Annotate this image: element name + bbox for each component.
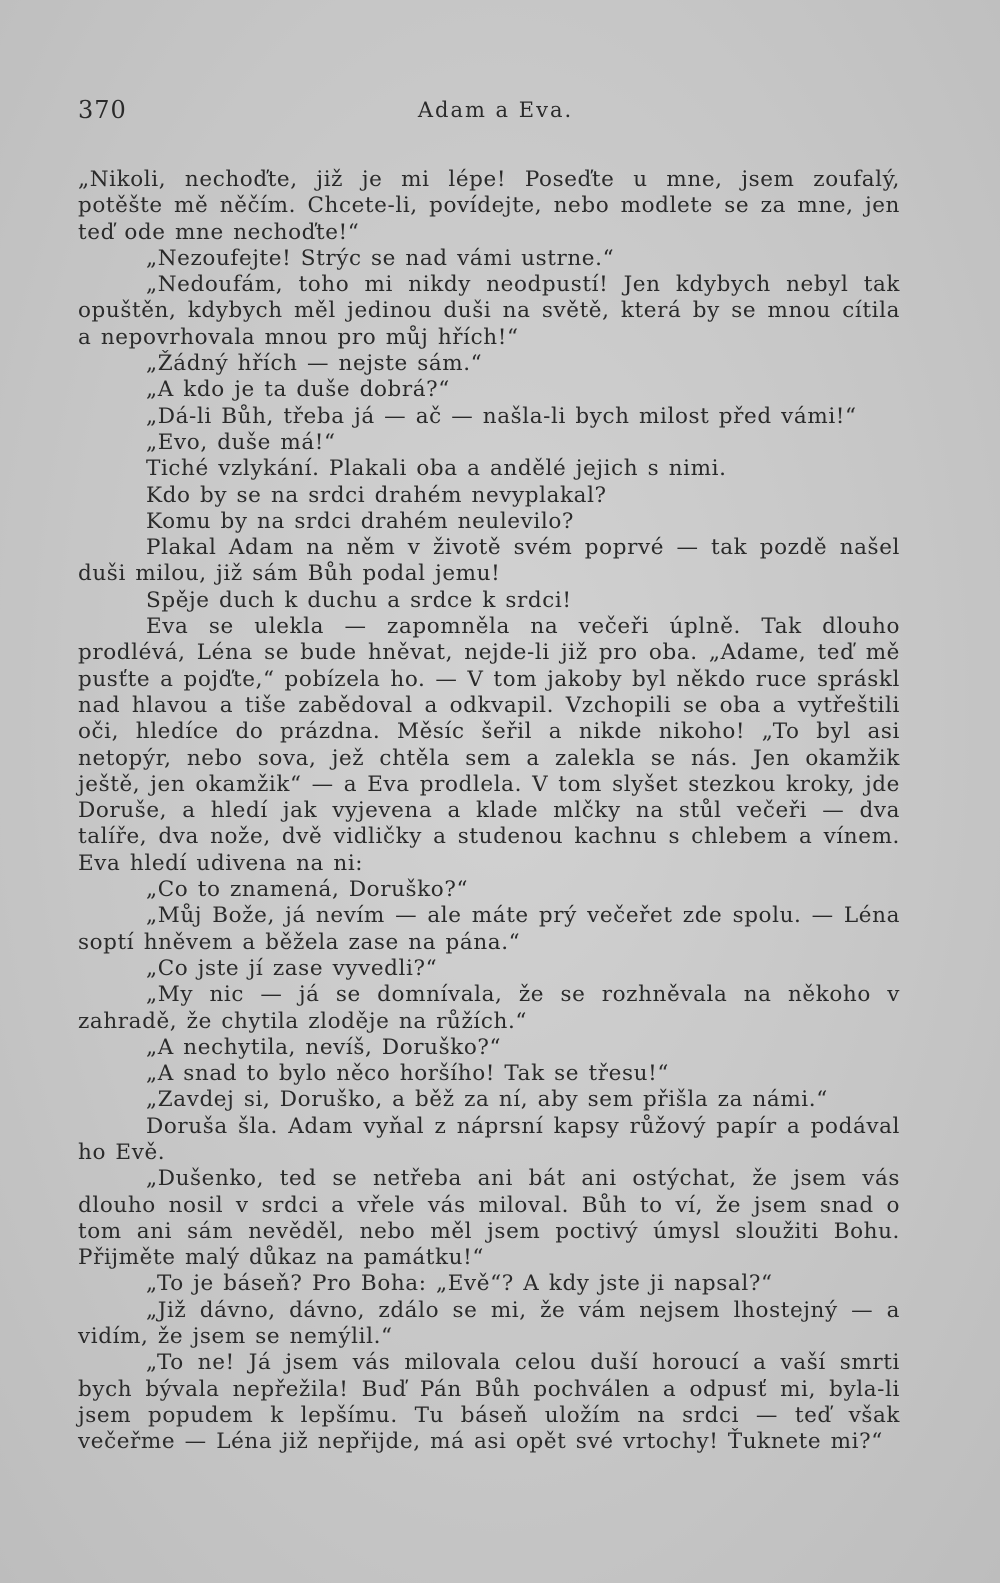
paragraph: „Zavdej si, Doruško, a běž za ní, aby sem přišla za námi.“ (146, 1087, 828, 1113)
paragraph: „Co jste jí zase vyvedli?“ (146, 955, 438, 981)
paragraph: „Evo, duše má!“ (146, 429, 336, 455)
paragraph: „Již dávno, dávno, zdálo se mi, že vám nejsem lhostejný — a vidím, že jsem se nemýlil.“ (78, 1297, 900, 1350)
paragraph: „Dušenko, ted se netřeba ani bát ani ostýchat, že jsem vás dlouho nosil v srdci a vřele vás miloval. Bůh to ví, že jsem snad o tom ani sám nevěděl, nebo měl jsem poctivý úmysl sloužiti Bohu. Přijměte malý důkaz na památku!“ (78, 1166, 900, 1271)
paragraph: Doruša šla. Adam vyňal z náprsní kapsy růžový papír a podával ho Evě. (78, 1113, 900, 1165)
paragraph: „Můj Bože, já nevím — ale máte prý večeřet zde spolu. — Léna soptí hněvem a běžela zase na pána.“ (78, 903, 900, 955)
paragraph: Plakal Adam na něm v životě svém poprvé — tak pozdě našel duši milou, již sám Bůh podal jemu! (78, 535, 900, 587)
paragraph: „My nic — já se domnívala, že se rozhněvala na někoho v zahradě, že chytila zloděje na růžích.“ (78, 982, 900, 1034)
paragraph: „Nikoli, nechoďte, již je mi lépe! Poseďte u mne, jsem zoufalý, potěšte mě něčím. Chcete-li, povídejte, nebo modlete se za mne, jen teď ode mne nechoďte!“ (78, 167, 900, 245)
page-number: 370 (78, 96, 127, 124)
paragraph: Komu by na srdci drahém neulevilo? (146, 508, 575, 534)
paragraph: „Nezoufejte! Strýc se nad vámi ustrne.“ (146, 245, 615, 271)
paragraph: Spěje duch k duchu a srdce k srdci! (146, 587, 572, 613)
paragraph: Eva se ulekla — zapomněla na večeři úplně. Tak dlouho prodlévá, Léna se bude hněvat, nejde-li již pro oba. „Adame, teď mě pusťte a pojďte,“ pobízela ho. — V tom jakoby byl někdo ruce spráskl nad hlavou a tiše zabědoval a odkvapil. Vzchopili se oba a vytřeštili oči, hledíce do prázdna. Měsíc šeřil a nikde nikoho! „To byl asi netopýr, nebo sova, jež chtěla sem a zalekla se nás. Jen okamžik ještě, jen okamžik“ — a Eva prodlela. V tom slyšet stezkou kroky, jde Doruše, a hledí jak vyjevena a klade mlčky na stůl večeři — dva talíře, dva nože, dvě vidličky a studenou kachnu s chlebem a vínem. Eva hledí udivena na ni: (78, 614, 900, 876)
page-header (78, 96, 913, 130)
paragraph: Kdo by se na srdci drahém nevyplakal? (146, 482, 607, 508)
paragraph: „To je báseň? Pro Boha: „Evě“? A kdy jste ji napsal?“ (146, 1271, 773, 1297)
paragraph: „Dá-li Bůh, třeba já — ač — našla-li bych milost před vámi!“ (146, 403, 857, 429)
paragraph: „A snad to bylo něco horšího! Tak se třesu!“ (146, 1061, 669, 1087)
paragraph: „A nechytila, nevíš, Doruško?“ (146, 1034, 502, 1060)
paragraph: „To ne! Já jsem vás milovala celou duší horoucí a vaší smrti bych bývala nepřežila! Buď Pán Bůh pochválen a odpusť mi, byla-li jsem popudem k lepšímu. Tu báseň uložím na srdci — teď však večeřme — Léna již nepřijde, má asi opět své vrtochy! Ťuknete mi?“ (78, 1350, 900, 1455)
paragraph: „Nedoufám, toho mi nikdy neodpustí! Jen kdybych nebyl tak opuštěn, kdybych měl jedinou duši na světě, která by se mnou cítila a nepovrhovala mnou pro můj hřích!“ (78, 272, 900, 350)
paragraph: Tiché vzlykání. Plakali oba a andělé jejich s nimi. (146, 456, 727, 482)
running-title: Adam a Eva. (417, 98, 574, 122)
paragraph: „Žádný hřích — nejste sám.“ (146, 351, 483, 377)
paragraph: „Co to znamená, Doruško?“ (146, 877, 469, 903)
paragraph: „A kdo je ta duše dobrá?“ (146, 377, 450, 403)
body-text (78, 167, 900, 1456)
